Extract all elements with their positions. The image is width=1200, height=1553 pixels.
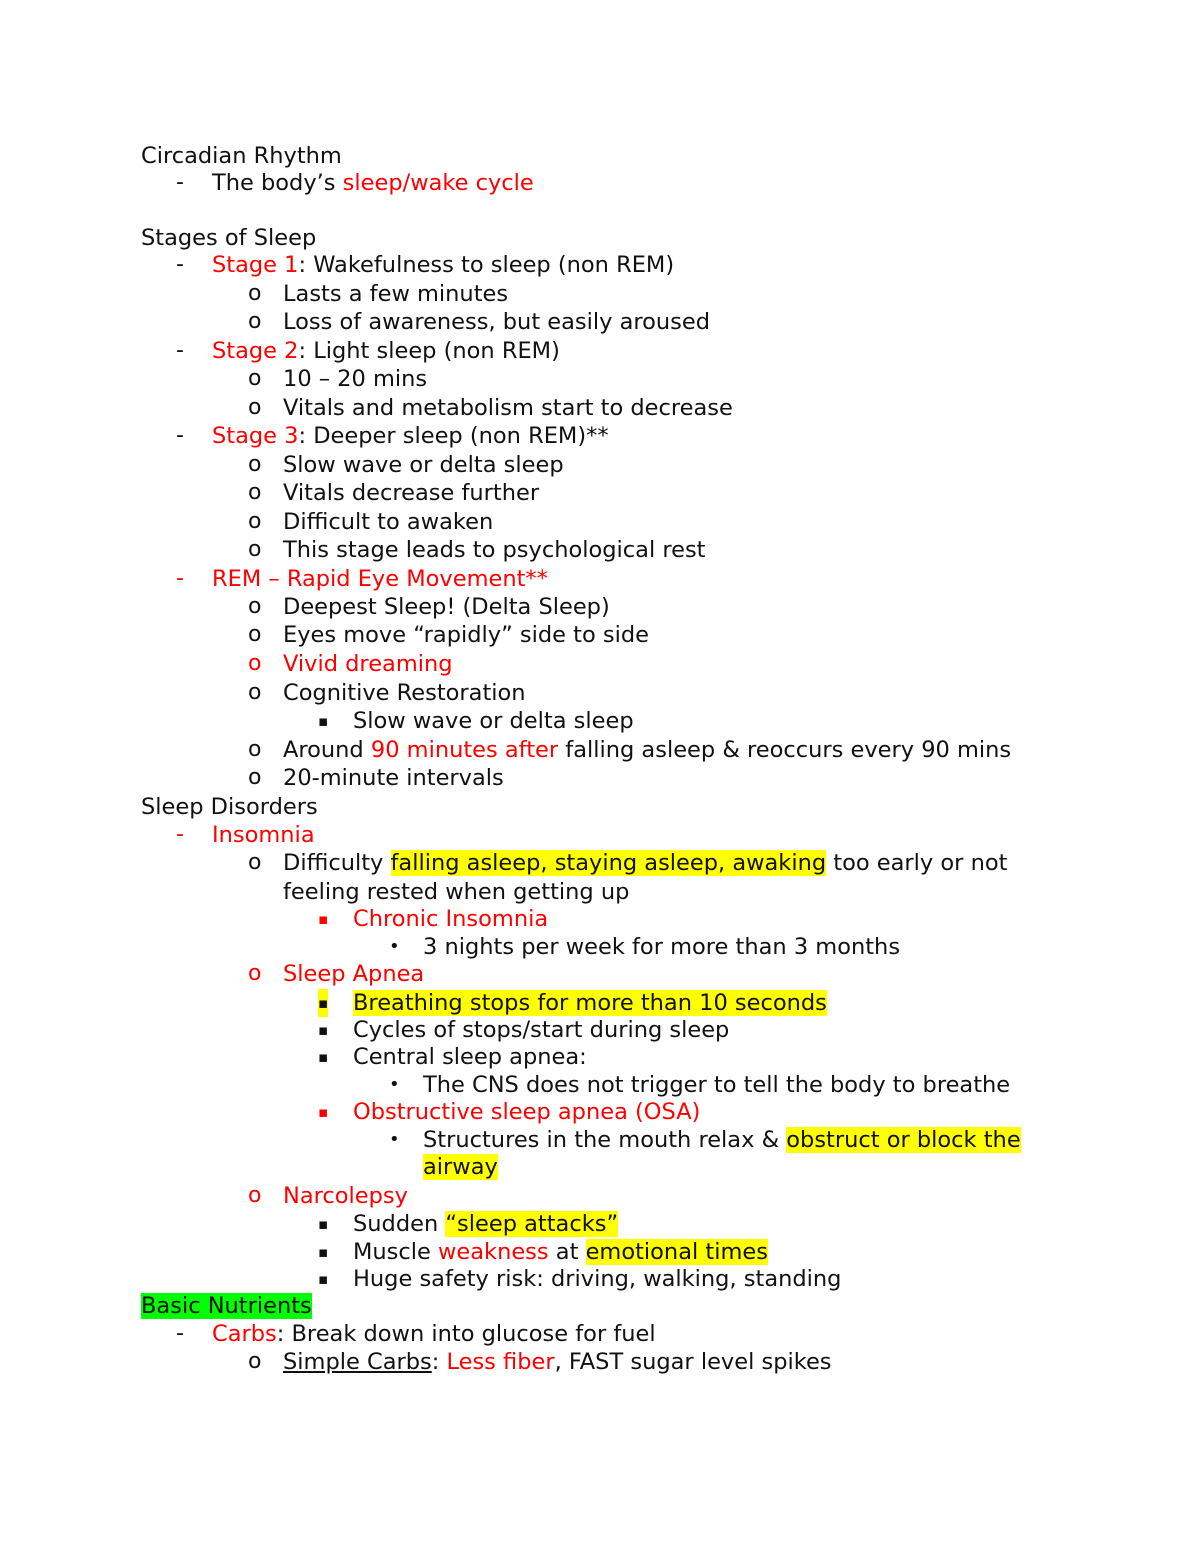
circle-bullet: o: [248, 765, 262, 790]
list-item: The body’s sleep/wake cycle: [212, 170, 534, 196]
dash-bullet: -: [176, 822, 184, 847]
section-heading-circadian: Circadian Rhythm: [141, 143, 342, 169]
circle-bullet: o: [248, 850, 262, 875]
list-item: Loss of awareness, but easily aroused: [283, 309, 711, 335]
circle-bullet: o: [248, 1349, 262, 1374]
list-item: 10 – 20 mins: [283, 366, 428, 392]
list-item: Structures in the mouth relax & obstruct or block the: [423, 1127, 1021, 1153]
dot-bullet: •: [389, 936, 400, 957]
section-heading-stages: Stages of Sleep: [141, 225, 317, 251]
dash-bullet: -: [176, 1321, 184, 1346]
list-item: Difficulty falling asleep, staying asleep, awaking too early or not: [283, 850, 1008, 876]
list-item: Lasts a few minutes: [283, 281, 509, 307]
list-item-insomnia: Insomnia: [212, 822, 315, 848]
list-item: Huge safety risk: driving, walking, standing: [353, 1266, 842, 1292]
list-item-continuation: airway: [423, 1154, 498, 1180]
square-bullet: ▪: [318, 1215, 329, 1233]
list-item: This stage leads to psychological rest: [283, 537, 706, 563]
dot-bullet: •: [389, 1129, 400, 1150]
list-item-stage-1: Stage 1: Wakefulness to sleep (non REM): [212, 252, 675, 278]
circle-bullet: o: [248, 537, 262, 562]
circle-bullet: o: [248, 651, 262, 676]
square-bullet: ▪: [318, 1270, 329, 1288]
list-item: 20-minute intervals: [283, 765, 504, 791]
dash-bullet: -: [176, 423, 184, 448]
dash-bullet: -: [176, 170, 184, 195]
circle-bullet: o: [248, 480, 262, 505]
list-item: Breathing stops for more than 10 seconds: [353, 990, 827, 1016]
circle-bullet: o: [248, 1183, 262, 1208]
square-bullet: ▪: [318, 712, 329, 730]
list-item-narcolepsy: Narcolepsy: [283, 1183, 408, 1209]
list-item: Chronic Insomnia: [353, 906, 549, 932]
list-item: Cycles of stops/start during sleep: [353, 1017, 730, 1043]
list-item: Sudden “sleep attacks”: [353, 1211, 619, 1237]
square-bullet: ▪: [318, 1048, 329, 1066]
list-item-sleep-apnea: Sleep Apnea: [283, 961, 425, 987]
dot-bullet: •: [389, 1074, 400, 1095]
circle-bullet: o: [248, 366, 262, 391]
list-item: Vivid dreaming: [283, 651, 453, 677]
list-item-carbs: Carbs: Break down into glucose for fuel: [212, 1321, 656, 1347]
circle-bullet: o: [248, 452, 262, 477]
dash-bullet: -: [176, 566, 184, 591]
circle-bullet: o: [248, 622, 262, 647]
dash-bullet: -: [176, 252, 184, 277]
list-item: Difficult to awaken: [283, 509, 494, 535]
list-item: 3 nights per week for more than 3 months: [423, 934, 901, 960]
list-item: The CNS does not trigger to tell the body to breathe: [423, 1072, 1011, 1098]
list-item: Vitals decrease further: [283, 480, 540, 506]
circle-bullet: o: [248, 281, 262, 306]
list-item-stage-3: Stage 3: Deeper sleep (non REM)**: [212, 423, 609, 449]
circle-bullet: o: [248, 309, 262, 334]
square-bullet: ▪: [318, 1103, 329, 1121]
list-item: Central sleep apnea:: [353, 1044, 587, 1070]
circle-bullet: o: [248, 680, 262, 705]
list-item: Around 90 minutes after falling asleep & reoccurs every 90 mins: [283, 737, 1012, 763]
circle-bullet: o: [248, 961, 262, 986]
list-item-rem: REM – Rapid Eye Movement**: [212, 566, 548, 592]
list-item: Cognitive Restoration: [283, 680, 526, 706]
list-item-continuation: feeling rested when getting up: [283, 879, 630, 905]
circle-bullet: o: [248, 509, 262, 534]
circle-bullet: o: [248, 594, 262, 619]
square-bullet: ▪: [318, 1243, 329, 1261]
list-item: Slow wave or delta sleep: [353, 708, 634, 734]
square-bullet: ▪: [318, 989, 328, 1017]
circle-bullet: o: [248, 395, 262, 420]
list-item: Simple Carbs: Less fiber, FAST sugar level spikes: [283, 1349, 832, 1375]
list-item: Vitals and metabolism start to decrease: [283, 395, 733, 421]
square-bullet: ▪: [318, 1021, 329, 1039]
list-item: Eyes move “rapidly” side to side: [283, 622, 649, 648]
list-item: Muscle weakness at emotional times: [353, 1239, 768, 1265]
list-item: Slow wave or delta sleep: [283, 452, 564, 478]
list-item: Obstructive sleep apnea (OSA): [353, 1099, 701, 1125]
list-item-stage-2: Stage 2: Light sleep (non REM): [212, 338, 560, 364]
list-item: Deepest Sleep! (Delta Sleep): [283, 594, 610, 620]
section-heading-nutrients: Basic Nutrients: [141, 1293, 312, 1319]
square-bullet: ▪: [318, 910, 329, 928]
section-heading-disorders: Sleep Disorders: [141, 794, 318, 820]
dash-bullet: -: [176, 338, 184, 363]
circle-bullet: o: [248, 737, 262, 762]
